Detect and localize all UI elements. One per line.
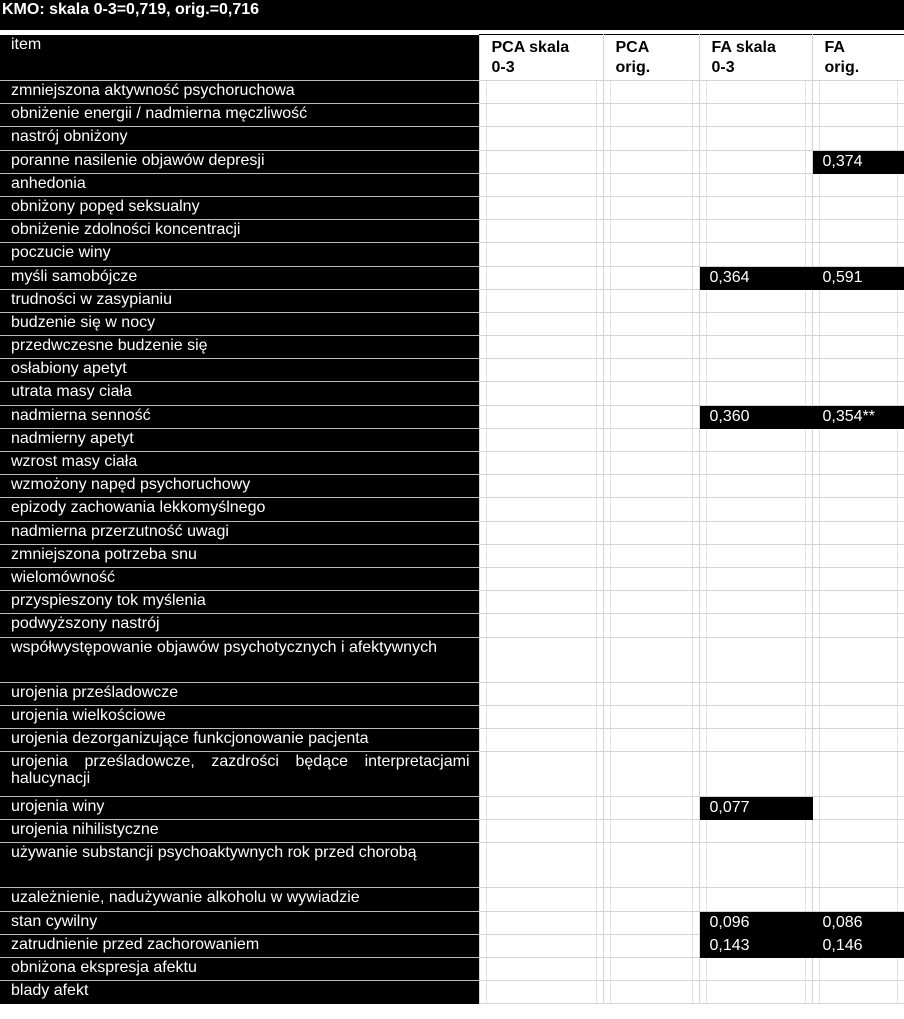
value-fa-scale: 0,143: [699, 934, 812, 957]
value-fa-orig: [812, 336, 904, 359]
header-fa-scale-l1: FA: [711, 39, 732, 56]
value-fa-orig: [812, 752, 904, 797]
value-pca-orig: [603, 888, 699, 911]
value-pca-orig: [603, 843, 699, 888]
value-pca-orig: [603, 220, 699, 243]
value-pca-orig: [603, 591, 699, 614]
value-fa-orig: [812, 797, 904, 820]
table-row: [0, 428, 904, 451]
value-pca-scale: [479, 104, 603, 127]
value-fa-scale: [699, 452, 812, 475]
value-fa-scale: [699, 637, 812, 682]
header-pca-scale: [479, 35, 603, 81]
table-row: [0, 220, 904, 243]
value-pca-orig: [603, 752, 699, 797]
item-label: obniżony popęd seksualny: [0, 196, 479, 219]
value-fa-scale: [699, 498, 812, 521]
table-row: [0, 728, 904, 751]
value-pca-orig: [603, 312, 699, 335]
value-pca-orig: [603, 104, 699, 127]
value-fa-orig: [812, 359, 904, 382]
item-label: blady afekt: [0, 981, 479, 1004]
kmo-title: KMO: skala 0-3=0,719, orig.=0,716: [2, 1, 260, 18]
header-fa-scale-l2: skala: [735, 39, 776, 56]
table-row: [0, 150, 904, 173]
table-row: [0, 173, 904, 196]
value-fa-scale: [699, 220, 812, 243]
value-fa-orig: 0,146: [812, 934, 904, 957]
value-pca-scale: [479, 637, 603, 682]
value-pca-scale: [479, 150, 603, 173]
value-pca-orig: [603, 243, 699, 266]
value-fa-orig: 0,591: [812, 266, 904, 289]
value-fa-orig: [812, 312, 904, 335]
item-label: wielomówność: [0, 567, 479, 590]
table-row: [0, 958, 904, 981]
item-label: zatrudnienie przed zachorowaniem: [0, 934, 479, 957]
value-pca-scale: [479, 958, 603, 981]
kmo-title-bar: [0, 0, 904, 30]
table-row: [0, 196, 904, 219]
value-fa-scale: [699, 104, 812, 127]
value-pca-orig: [603, 475, 699, 498]
item-label: wzrost masy ciała: [0, 452, 479, 475]
value-pca-orig: [603, 637, 699, 682]
value-pca-scale: [479, 243, 603, 266]
value-fa-orig: [812, 981, 904, 1004]
value-fa-scale: [699, 173, 812, 196]
factor-loadings-table: [0, 34, 904, 1004]
table-row: [0, 81, 904, 104]
value-fa-scale: [699, 127, 812, 150]
value-pca-orig: [603, 336, 699, 359]
value-fa-scale: [699, 475, 812, 498]
item-label: budzenie się w nocy: [0, 312, 479, 335]
value-pca-scale: [479, 614, 603, 637]
table-row: [0, 312, 904, 335]
value-pca-scale: [479, 127, 603, 150]
value-fa-orig: [812, 289, 904, 312]
value-fa-orig: [812, 498, 904, 521]
item-label: nadmierna przerzutność uwagi: [0, 521, 479, 544]
value-fa-scale: [699, 981, 812, 1004]
value-pca-scale: [479, 475, 603, 498]
table-row: [0, 475, 904, 498]
header-row: [0, 35, 904, 81]
item-label: nadmierny apetyt: [0, 428, 479, 451]
value-pca-scale: [479, 405, 603, 428]
item-label: stan cywilny: [0, 911, 479, 934]
value-fa-scale: [699, 591, 812, 614]
value-fa-scale: [699, 150, 812, 173]
value-fa-orig: [812, 567, 904, 590]
item-label: osłabiony apetyt: [0, 359, 479, 382]
value-fa-scale: [699, 614, 812, 637]
item-label: utrata masy ciała: [0, 382, 479, 405]
header-fa-orig-l2: orig.: [824, 59, 860, 76]
value-fa-orig: [812, 843, 904, 888]
value-pca-orig: [603, 981, 699, 1004]
item-label: używanie substancji psychoaktywnych rok przed chorobą: [0, 843, 479, 888]
value-pca-scale: [479, 682, 603, 705]
header-fa-orig-l1: FA: [824, 39, 845, 56]
value-pca-scale: [479, 728, 603, 751]
table-body: [0, 35, 904, 1004]
value-pca-orig: [603, 797, 699, 820]
value-pca-scale: [479, 981, 603, 1004]
value-pca-scale: [479, 911, 603, 934]
value-pca-scale: [479, 820, 603, 843]
value-fa-scale: [699, 728, 812, 751]
value-fa-orig: [812, 820, 904, 843]
value-pca-scale: [479, 705, 603, 728]
value-pca-scale: [479, 452, 603, 475]
value-fa-scale: [699, 843, 812, 888]
value-pca-orig: [603, 127, 699, 150]
value-pca-orig: [603, 682, 699, 705]
value-fa-scale: [699, 382, 812, 405]
value-fa-orig: [812, 104, 904, 127]
header-fa-scale: [699, 35, 812, 81]
item-label: nadmierna senność: [0, 405, 479, 428]
value-pca-scale: [479, 544, 603, 567]
value-fa-orig: [812, 591, 904, 614]
table-row: [0, 521, 904, 544]
item-label: obniżona ekspresja afektu: [0, 958, 479, 981]
value-fa-scale: [699, 682, 812, 705]
value-fa-scale: [699, 196, 812, 219]
table-row: [0, 405, 904, 428]
value-pca-orig: [603, 728, 699, 751]
header-pca-scale-l2: skala: [529, 39, 570, 56]
item-label: nastrój obniżony: [0, 127, 479, 150]
value-fa-scale: [699, 705, 812, 728]
value-pca-orig: [603, 428, 699, 451]
value-fa-orig: [812, 127, 904, 150]
item-label: zmniejszona potrzeba snu: [0, 544, 479, 567]
value-pca-orig: [603, 498, 699, 521]
value-pca-scale: [479, 888, 603, 911]
value-fa-orig: [812, 475, 904, 498]
item-label: współwystępowanie objawów psychotycznych i afektywnych: [0, 637, 479, 682]
value-fa-scale: [699, 544, 812, 567]
value-pca-scale: [479, 521, 603, 544]
value-pca-scale: [479, 336, 603, 359]
table-row: [0, 820, 904, 843]
value-pca-orig: [603, 150, 699, 173]
header-pca-orig-l1: PCA: [615, 39, 650, 56]
item-label: przedwczesne budzenie się: [0, 336, 479, 359]
value-pca-orig: [603, 958, 699, 981]
value-pca-orig: [603, 934, 699, 957]
item-label: uzależnienie, nadużywanie alkoholu w wywiadzie: [0, 888, 479, 911]
value-fa-scale: [699, 958, 812, 981]
value-fa-scale: 0,360: [699, 405, 812, 428]
value-pca-orig: [603, 289, 699, 312]
table-row: [0, 637, 904, 682]
value-fa-orig: [812, 637, 904, 682]
value-fa-orig: 0,086: [812, 911, 904, 934]
value-pca-orig: [603, 521, 699, 544]
value-fa-scale: [699, 312, 812, 335]
value-fa-scale: [699, 289, 812, 312]
value-pca-scale: [479, 266, 603, 289]
value-pca-scale: [479, 196, 603, 219]
header-fa-orig: [812, 35, 904, 81]
value-fa-scale: 0,096: [699, 911, 812, 934]
value-pca-scale: [479, 843, 603, 888]
header-pca-orig: [603, 35, 699, 81]
table-row: [0, 682, 904, 705]
table-row: [0, 127, 904, 150]
value-pca-scale: [479, 797, 603, 820]
value-pca-orig: [603, 173, 699, 196]
value-fa-orig: [812, 196, 904, 219]
value-fa-scale: [699, 567, 812, 590]
table-row: [0, 266, 904, 289]
item-label: urojenia prześladowcze: [0, 682, 479, 705]
value-fa-scale: [699, 336, 812, 359]
value-fa-scale: [699, 888, 812, 911]
table-row: [0, 567, 904, 590]
table-row: [0, 289, 904, 312]
value-fa-orig: [812, 888, 904, 911]
table-row: [0, 452, 904, 475]
table-row: [0, 797, 904, 820]
table-row: [0, 981, 904, 1004]
item-label: przyspieszony tok myślenia: [0, 591, 479, 614]
table-row: [0, 382, 904, 405]
value-pca-orig: [603, 452, 699, 475]
value-pca-orig: [603, 820, 699, 843]
value-fa-orig: [812, 81, 904, 104]
value-fa-scale: [699, 521, 812, 544]
value-pca-scale: [479, 934, 603, 957]
item-label: urojenia nihilistyczne: [0, 820, 479, 843]
value-fa-orig: [812, 544, 904, 567]
value-pca-scale: [479, 81, 603, 104]
value-fa-orig: [812, 452, 904, 475]
value-pca-orig: [603, 196, 699, 219]
value-fa-orig: [812, 705, 904, 728]
value-pca-scale: [479, 567, 603, 590]
table-row: [0, 911, 904, 934]
value-fa-orig: [812, 243, 904, 266]
value-fa-orig: [812, 173, 904, 196]
header-fa-scale-l3: 0-3: [711, 59, 735, 76]
item-label: poczucie winy: [0, 243, 479, 266]
item-label: zmniejszona aktywność psychoruchowa: [0, 81, 479, 104]
table-row: [0, 336, 904, 359]
table-row: [0, 752, 904, 797]
table-row: [0, 498, 904, 521]
item-label: podwyższony nastrój: [0, 614, 479, 637]
item-label: urojenia dezorganizujące funkcjonowanie pacjenta: [0, 728, 479, 751]
value-pca-scale: [479, 359, 603, 382]
value-pca-orig: [603, 382, 699, 405]
value-fa-orig: [812, 614, 904, 637]
value-pca-orig: [603, 705, 699, 728]
value-fa-scale: [699, 752, 812, 797]
value-fa-orig: [812, 382, 904, 405]
value-pca-orig: [603, 405, 699, 428]
item-label: wzmożony napęd psychoruchowy: [0, 475, 479, 498]
value-pca-orig: [603, 81, 699, 104]
header-pca-scale-l1: PCA: [491, 39, 525, 56]
value-fa-scale: [699, 820, 812, 843]
table-row: [0, 843, 904, 888]
value-pca-scale: [479, 173, 603, 196]
item-label: anhedonia: [0, 173, 479, 196]
item-label: obniżenie energii / nadmierna męczliwość: [0, 104, 479, 127]
item-label: myśli samobójcze: [0, 266, 479, 289]
value-pca-orig: [603, 266, 699, 289]
value-fa-orig: 0,374: [812, 150, 904, 173]
value-fa-scale: [699, 243, 812, 266]
value-fa-scale: [699, 359, 812, 382]
value-pca-scale: [479, 591, 603, 614]
value-pca-scale: [479, 752, 603, 797]
value-pca-scale: [479, 498, 603, 521]
header-pca-orig-l2: orig.: [615, 59, 651, 76]
value-fa-scale: 0,364: [699, 266, 812, 289]
item-label: urojenia winy: [0, 797, 479, 820]
header-pca-scale-l3: 0-3: [491, 59, 515, 76]
value-fa-orig: [812, 220, 904, 243]
table-row: [0, 614, 904, 637]
table-row: [0, 888, 904, 911]
item-label: epizody zachowania lekkomyślnego: [0, 498, 479, 521]
value-fa-orig: [812, 521, 904, 544]
value-pca-orig: [603, 567, 699, 590]
item-label: poranne nasilenie objawów depresji: [0, 150, 479, 173]
value-fa-orig: [812, 428, 904, 451]
table-row: [0, 359, 904, 382]
table-row: [0, 934, 904, 957]
value-fa-scale: 0,077: [699, 797, 812, 820]
item-label: urojenia prześladowcze, zazdrości będące interpretacjami halucynacji: [0, 752, 479, 797]
value-fa-orig: 0,354**: [812, 405, 904, 428]
value-fa-scale: [699, 81, 812, 104]
value-pca-scale: [479, 312, 603, 335]
value-pca-scale: [479, 220, 603, 243]
value-pca-orig: [603, 614, 699, 637]
header-item: item: [0, 35, 479, 81]
table-row: [0, 544, 904, 567]
value-pca-orig: [603, 544, 699, 567]
table-row: [0, 243, 904, 266]
value-pca-scale: [479, 289, 603, 312]
value-pca-orig: [603, 911, 699, 934]
item-label: obniżenie zdolności koncentracji: [0, 220, 479, 243]
value-fa-scale: [699, 428, 812, 451]
table-row: [0, 104, 904, 127]
value-fa-orig: [812, 728, 904, 751]
item-label: urojenia wielkościowe: [0, 705, 479, 728]
table-row: [0, 705, 904, 728]
value-pca-orig: [603, 359, 699, 382]
value-pca-scale: [479, 382, 603, 405]
table-row: [0, 591, 904, 614]
value-fa-orig: [812, 958, 904, 981]
item-label: trudności w zasypianiu: [0, 289, 479, 312]
value-pca-scale: [479, 428, 603, 451]
value-fa-orig: [812, 682, 904, 705]
